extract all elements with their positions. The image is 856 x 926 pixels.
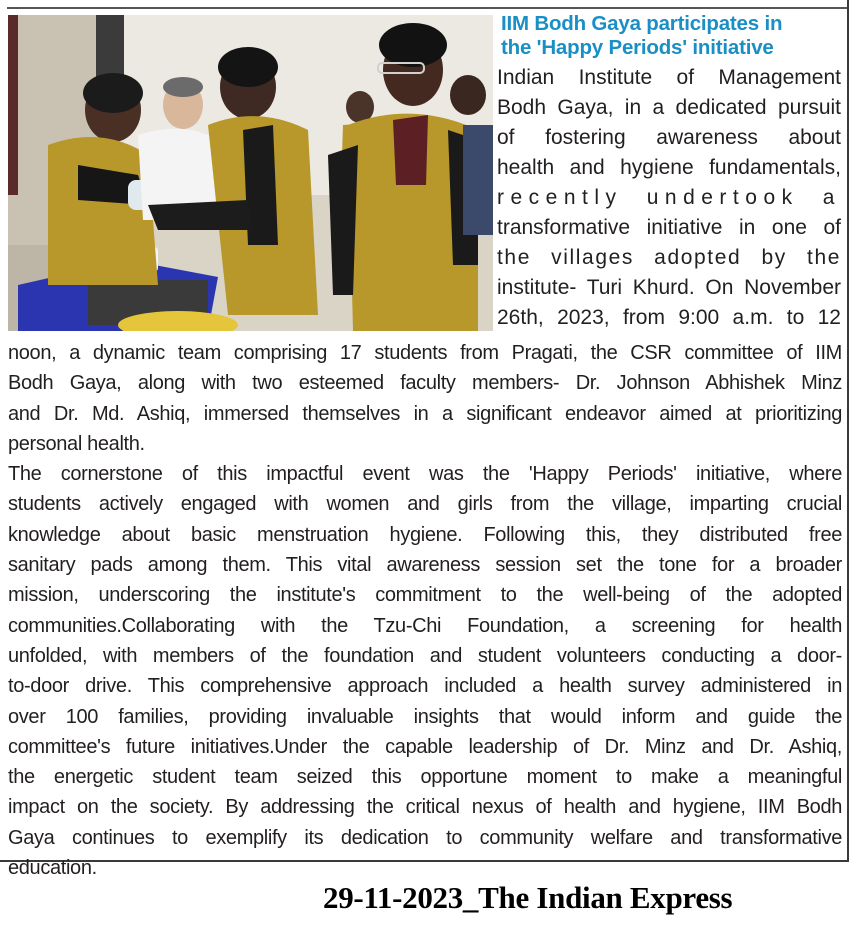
body-line: over 100 families, providing invaluable insights that would inform and guide the bbox=[8, 705, 842, 728]
body-line: sanitary pads among them. This vital awareness session set the tone for a broader bbox=[8, 554, 842, 577]
lead-line: 26th, 2023, from 9:00 a.m. to 12 bbox=[497, 306, 841, 329]
lead-column bbox=[497, 63, 841, 333]
lead-line: Indian Institute of Management bbox=[497, 66, 841, 89]
body-line: students actively engaged with women and girls from the village, imparting crucial bbox=[8, 493, 842, 516]
body-line: communities.Collaborating with the Tzu-Chi Foundation, a screening for health bbox=[8, 614, 842, 637]
body-line: The cornerstone of this impactful event was the 'Happy Periods' initiative, where bbox=[8, 463, 842, 486]
body-line: impact on the society. By addressing the critical nexus of health and hygiene, IIM Bodh bbox=[8, 796, 842, 819]
article-body bbox=[8, 338, 842, 883]
body-line: noon, a dynamic team comprising 17 students from Pragati, the CSR committee of IIM bbox=[8, 342, 842, 364]
article-photo bbox=[8, 15, 493, 331]
body-line: personal health. bbox=[8, 432, 145, 455]
source-caption: 29-11-2023_The Indian Express bbox=[323, 880, 733, 915]
body-line: education. bbox=[8, 857, 97, 880]
body-line: knowledge about basic menstruation hygiene. Following this, they distributed free bbox=[8, 523, 842, 546]
body-line: Bodh Gaya, along with two esteemed faculty members- Dr. Johnson Abhishek Minz bbox=[8, 372, 842, 395]
headline-line: the 'Happy Periods' initiative bbox=[501, 36, 774, 59]
body-line: committee's future initiatives.Under the capable leadership of Dr. Minz and Dr. Ashiq, bbox=[8, 735, 842, 758]
lead-line: the villages adopted by the bbox=[497, 246, 841, 269]
photo-illustration bbox=[8, 15, 493, 331]
body-line: Gaya continues to exemplify its dedication to community welfare and transformative bbox=[8, 826, 842, 849]
lead-line: transformative initiative in one of bbox=[497, 216, 841, 239]
paragraph-1 bbox=[8, 338, 842, 459]
lead-line: of fostering awareness about bbox=[497, 126, 841, 149]
top-rule bbox=[7, 7, 847, 9]
body-line: the energetic student team seized this opportune moment to make a meaningful bbox=[8, 766, 842, 789]
body-line: and Dr. Md. Ashiq, immersed themselves in a significant endeavor aimed at prioritizing bbox=[8, 402, 842, 425]
lead-line: recently undertook a bbox=[497, 186, 841, 209]
lead-line: institute- Turi Khurd. On November bbox=[497, 276, 841, 299]
lead-line: Bodh Gaya, in a dedicated pursuit bbox=[497, 96, 841, 119]
headline bbox=[501, 12, 845, 60]
body-line: mission, underscoring the institute's commitment to the well-being of the adopted bbox=[8, 584, 842, 607]
body-line: to-door drive. This comprehensive approach included a health survey administered in bbox=[8, 675, 842, 698]
body-line: unfolded, with members of the foundation and student volunteers conducting a door- bbox=[8, 644, 842, 667]
lead-line: health and hygiene fundamentals, bbox=[497, 156, 841, 179]
headline-line: IIM Bodh Gaya participates in bbox=[501, 12, 783, 35]
paragraph-2 bbox=[8, 459, 842, 883]
